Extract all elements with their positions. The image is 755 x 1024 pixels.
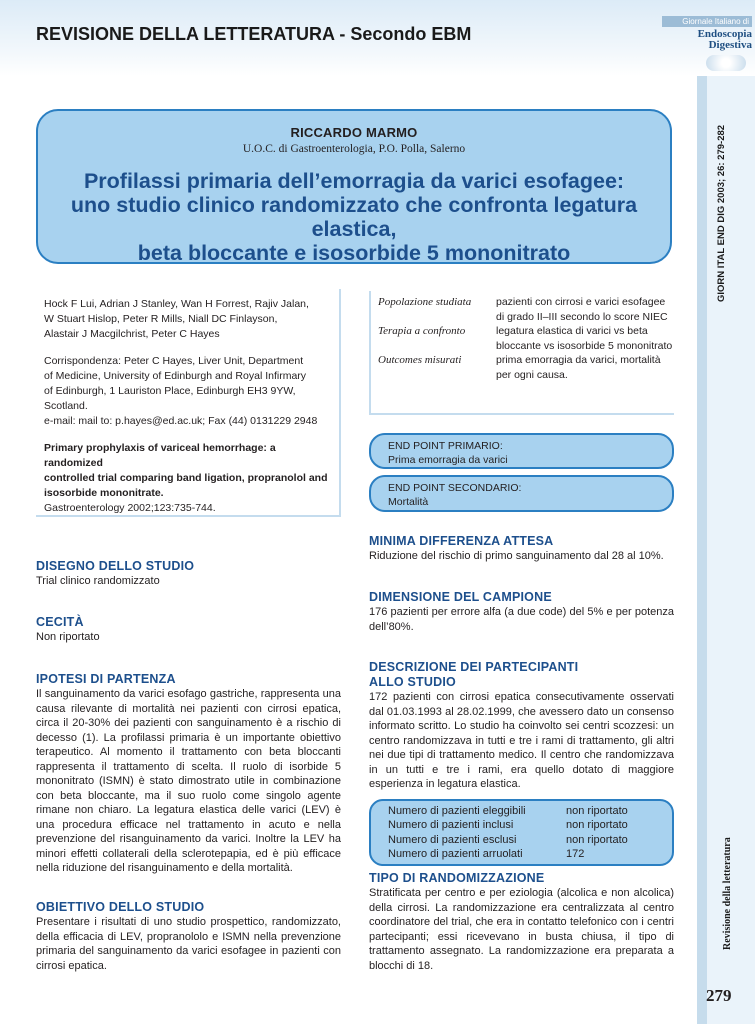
section-body: Il sanguinamento da varici esofago gastriche, rappresenta una causa rilevante di mortalità nei pazienti con cirrosi epatica, circa il 20-30% dei pazienti con sanguinamento è a rischio di decesso (1). La profilassi primaria è un importante obiettivo terapeutico. Al momento il trattamento con beta bloccanti rappresenta il trattamento di scelta. Il ruolo di isorbide 5 mononitrato (ISMN) è stato dimostrato utile in combinazione con beta bloccante, ma il suo ruolo come singolo agente rimane non chiaro. La legatura elastica delle varici (LEV) è una procedura efficace nel trattamento in acuto e nella prevenzione del risanguinamento da varici. Inoltre la LEV ha minori effetti collaterali della sclerotерapia, ed è più efficace nella riduzione del risanguinamento e della mortalità. bbox=[36, 688, 341, 874]
section-heading: CECITÀ bbox=[36, 615, 84, 629]
authors-line: Alastair J Macgilchrist, Peter C Hayes bbox=[44, 328, 220, 340]
count-row bbox=[388, 847, 672, 861]
section-cecita bbox=[36, 615, 341, 645]
section-body: Trial clinico randomizzato bbox=[36, 575, 160, 587]
section-body: Non riportato bbox=[36, 631, 100, 643]
article-title-line: uno studio clinico randomizzato che confronta legatura elastica, bbox=[70, 193, 638, 241]
section-heading: TIPO DI RANDOMIZZAZIONE bbox=[369, 871, 545, 885]
pico-box bbox=[369, 291, 674, 415]
original-title-line: controlled trial comparing band ligation, propranolol and bbox=[44, 472, 328, 484]
original-title-line: Primary prophylaxis of variceal hemorrhage: a randomized bbox=[44, 442, 276, 469]
journal-reference: Gastroenterology 2002;123:735-744. bbox=[44, 502, 216, 514]
section-body: 176 pazienti per errore alfa (a due code) del 5% e per potenza dell’80%. bbox=[369, 606, 674, 633]
journal-citation: GIORN ITAL END DIG 2003; 26: 279-282 bbox=[716, 124, 727, 302]
section-body: 172 pazienti con cirrosi epatica consecutivamente osservati dal 01.03.1993 al 28.02.1999, che avessero dato un consenso informato scritto. Lo studio ha coinvolto sei centri scozzesi: un centro randomizzava in tutti e tre i rami di trattamento, gli altri nei due tipi di trattamento medico. Il centro che randomizzava in un tutti e tre i rami, era quello dotato di maggiore esperienza in legatura elastica. bbox=[369, 691, 674, 790]
count-value: non riportato bbox=[566, 833, 628, 846]
pico-row bbox=[378, 324, 674, 353]
section-heading: DIMENSIONE DEL CAMPIONE bbox=[369, 590, 552, 604]
count-value: 172 bbox=[566, 847, 585, 860]
section-body: Stratificata per centro e per eziologia (alcolica e non alcolica) della cirrosi. La randomizzazione era centralizzata al centro coordinatore del trial, che era in contatto telefonico con i centri partecipanti; essi ricevevano in busta chiusa, il tipo di trattamento assegnato. La randomizzazione era preparata a blocchi di 18. bbox=[369, 887, 674, 972]
pico-label: Terapia a confronto bbox=[378, 325, 466, 337]
journal-logo-icon bbox=[706, 55, 746, 71]
secondary-endpoint-label: END POINT SECONDARIO: bbox=[388, 482, 522, 494]
pico-row bbox=[378, 295, 674, 324]
count-label: Numero di pazienti inclusi bbox=[388, 819, 514, 832]
primary-endpoint-box bbox=[369, 433, 674, 469]
count-label: Numero di pazienti arruolati bbox=[388, 847, 523, 860]
side-strip bbox=[697, 76, 707, 1024]
section-heading: ALLO STUDIO bbox=[369, 675, 456, 689]
author-name: RICCARDO MARMO bbox=[290, 125, 418, 140]
section-header-title: REVISIONE DELLA LETTERATURA - Secondo EBM bbox=[36, 24, 472, 44]
primary-endpoint-label: END POINT PRIMARIO: bbox=[388, 440, 503, 452]
patient-counts-box bbox=[369, 799, 674, 866]
section-heading: IPOTESI DI PARTENZA bbox=[36, 672, 176, 686]
title-box bbox=[36, 109, 672, 264]
correspondence-line: of Edinburgh, 1 Lauriston Place, Edinburgh EH3 9YW, bbox=[44, 385, 296, 397]
journal-name-line2: Digestiva bbox=[708, 39, 752, 51]
original-title-line: isosorbide mononitrate. bbox=[44, 487, 164, 499]
article-title-line: Profilassi primaria dell’emorragia da varici esofagee: bbox=[83, 169, 625, 193]
correspondence-line: Scotland. bbox=[44, 400, 88, 412]
count-row bbox=[388, 818, 672, 832]
pico-value: legatura elastica di varici vs beta bloccante vs isosorbide 5 mononitrato bbox=[496, 325, 673, 352]
correspondence-line: of Medicine, University of Edinburgh and Royal Infirmary bbox=[44, 370, 307, 382]
article-title bbox=[38, 169, 670, 265]
pico-label: Outcomes misurati bbox=[378, 354, 462, 366]
section-partecipanti bbox=[369, 660, 674, 792]
journal-logo bbox=[662, 16, 752, 71]
section-heading: MINIMA DIFFERENZA ATTESA bbox=[369, 534, 554, 548]
journal-name-line1: Endoscopia bbox=[697, 28, 752, 40]
section-differenza bbox=[369, 534, 674, 564]
authors-line: W Stuart Hislop, Peter R Mills, Niall DC Finlayson, bbox=[44, 313, 278, 325]
section-body: Presentare i risultati di uno studio prospettico, randomizzato, della efficacia di LEV, propranololo e ISMN nella prevenzione primaria del sanguinamento da varici esofagee in pazienti con cirrosi epatica. bbox=[36, 916, 341, 972]
correspondence-line: e-mail: mail to: p.hayes@ed.ac.uk; Fax (44) 0131229 2948 bbox=[44, 415, 318, 427]
secondary-endpoint-box bbox=[369, 475, 674, 512]
pico-label: Popolazione studiata bbox=[378, 296, 472, 308]
author-affiliation: U.O.C. di Gastroenterologia, P.O. Polla, Salerno bbox=[242, 143, 466, 155]
section-obiettivo bbox=[36, 900, 341, 973]
section-ipotesi bbox=[36, 672, 341, 876]
journal-tag: Giornale Italiano di bbox=[662, 16, 752, 27]
section-randomizzazione bbox=[369, 871, 674, 973]
secondary-endpoint-value: Mortalità bbox=[388, 496, 429, 508]
pico-row bbox=[378, 353, 674, 382]
count-label: Numero di pazienti esclusi bbox=[388, 833, 517, 846]
primary-endpoint-value: Prima emorragia da varici bbox=[388, 454, 508, 466]
authors-line: Hock F Lui, Adrian J Stanley, Wan H Forrest, Rajiv Jalan, bbox=[44, 298, 309, 310]
count-row bbox=[388, 833, 672, 847]
pico-value: pazienti con cirrosi e varici esofagee di grado II–III secondo lo score NIEC bbox=[496, 296, 668, 323]
page-number: 279 bbox=[706, 986, 732, 1005]
count-value: non riportato bbox=[566, 805, 628, 817]
correspondence-line: Corrispondenza: Peter C Hayes, Liver Unit, Department bbox=[44, 355, 304, 367]
section-heading: DESCRIZIONE DEI PARTECIPANTI bbox=[369, 660, 579, 674]
section-label: Revisione della letteratura bbox=[722, 837, 733, 950]
count-value: non riportato bbox=[566, 819, 628, 832]
count-row bbox=[388, 804, 672, 818]
pico-value: prima emorragia da varici, mortalità per ogni causa. bbox=[496, 354, 661, 381]
section-campione bbox=[369, 590, 674, 634]
section-heading: DISEGNO DELLO STUDIO bbox=[36, 559, 195, 573]
section-heading: OBIETTIVO DELLO STUDIO bbox=[36, 900, 205, 914]
article-title-line: beta bloccante e isosorbide 5 mononitrato bbox=[137, 241, 571, 265]
citation-box bbox=[36, 289, 341, 517]
section-disegno bbox=[36, 559, 341, 589]
count-label: Numero di pazienti eleggibili bbox=[388, 805, 526, 817]
section-body: Riduzione del rischio di primo sanguinamento dal 28 al 10%. bbox=[369, 550, 664, 562]
